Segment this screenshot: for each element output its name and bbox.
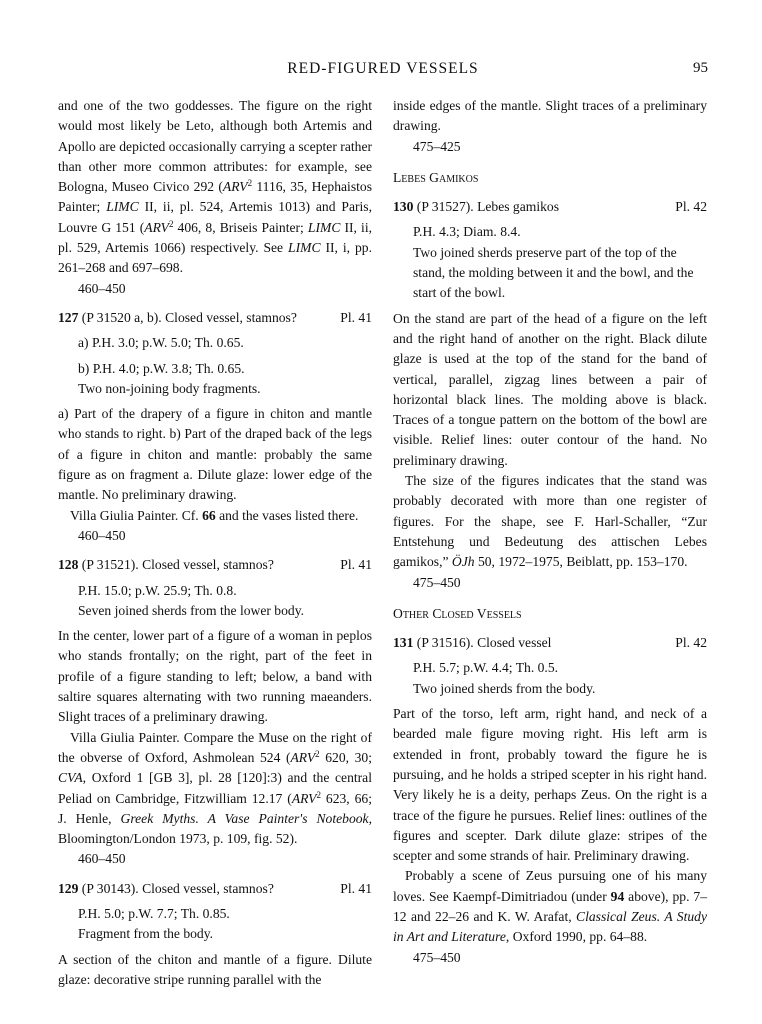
catalog-entry-130-heading: 130 (P 31527). Lebes gamikos Pl. 42 (393, 197, 707, 217)
measurements: P.H. 5.0; p.W. 7.7; Th. 0.85. (78, 905, 230, 921)
running-title: RED-FIGURED VESSELS (287, 60, 479, 77)
page-number: 95 (693, 60, 708, 76)
commentary: Probably a scene of Zeus pursuing one of his many loves. See Kaempf-Dimitriadou (under 94 above), pp. 7–12 and 22–26 and K. W. Arafat, Classical Zeus. A Study in Art and Literature, Oxford 1990, pp. 64–88. (393, 868, 707, 945)
catalog-entry-127-heading: 127 (P 31520 a, b). Closed vessel, stamnos? Pl. 41 (58, 308, 372, 328)
entry-number: 127 (58, 309, 79, 325)
date-range: 460–450 (78, 851, 126, 867)
plate-ref: Pl. 42 (675, 635, 707, 651)
continued-paragraph: and one of the two goddesses. The figure on the right would most likely be Leto, although both Artemis and Apollo are depicted occasionally carrying a scepter rather than other more common attributes: for example, see Bologna, Museo Civico 292 (ARV$^2$ 1116, 35, Hephaistos Painter; LIMC II, ii, pl. 524, Artemis 1013) and Paris, Louvre G 151 (ARV$^2$ 406, 8, Briseis Painter; LIMC II, ii, pl. 529, Artemis 1066) respectively. See LIMC II, i, pp. 261–268 and 697–698. (58, 98, 372, 276)
left-column (58, 96, 372, 990)
entry-number: 128 (58, 557, 79, 573)
attribution: Villa Giulia Painter. Compare the Muse on the right of the obverse of Oxford, Ashmolean 524 (ARV$^2$ 620, 30; CVA, Oxford 1 [GB 3], pl. 28 [120]:3) and the central Peliad on Cambridge, Fitzwilliam 12.17 (ARV$^2$ 623, 66; J. Henle, Greek Myths. A Vase Painter's Notebook, Bloomington/London 1973, p. 109, fig. 52). (58, 729, 372, 847)
date-range: 475–425 (413, 138, 461, 154)
running-head (58, 60, 708, 84)
condition: Two joined sherds preserve part of the top of the stand, the molding between it and the bowl, and the start of the bowl. (413, 244, 694, 301)
plate-ref: Pl. 41 (340, 557, 372, 573)
description: a) Part of the drapery of a figure in chiton and mantle who stands to right. b) Part of the draped back of the legs of a figure in chiton and mantle: probably the same figure as on fragment a. Dilute glaze: lower edge of the mantle. No preliminary drawing. (58, 406, 372, 503)
description: A section of the chiton and mantle of a figure. Dilute glaze: decorative stripe running parallel with the (58, 951, 372, 987)
plate-ref: Pl. 42 (675, 199, 707, 215)
catalog-entry-128-heading: 128 (P 31521). Closed vessel, stamnos? Pl. 41 (58, 555, 372, 575)
section-heading-lebes-gamikos: Lebes Gamikos (393, 169, 479, 185)
measurements: b) P.H. 4.0; p.W. 3.8; Th. 0.65. (78, 360, 245, 376)
date-range: 475–450 (413, 949, 461, 965)
attribution: Villa Giulia Painter. Cf. 66 and the vases listed there. (70, 507, 359, 523)
catalog-entry-129-heading: 129 (P 30143). Closed vessel, stamnos? Pl. 41 (58, 879, 372, 899)
description: On the stand are part of the head of a figure on the left and the right hand of another on the right. Black dilute glaze is used at the top of the stand for the band of vertical, parallel, zigzag lines between a pair of horizontal black lines. The molding above is black. Traces of a tongue pattern on the bottom of the bowl are visible. Relief lines: outer contour of the hand. No preliminary drawing. (393, 310, 707, 468)
measurements: a) P.H. 3.0; p.W. 5.0; Th. 0.65. (78, 335, 244, 351)
date-range: 475–450 (413, 574, 461, 590)
condition: Two joined sherds from the body. (413, 680, 596, 696)
catalog-entry-131-heading: 131 (P 31516). Closed vessel Pl. 42 (393, 633, 707, 653)
date-range: 460–450 (78, 527, 126, 543)
measurements: P.H. 15.0; p.W. 25.9; Th. 0.8. (78, 582, 237, 598)
continued-paragraph: inside edges of the mantle. Slight traces of a preliminary drawing. (393, 98, 707, 134)
entry-number: 129 (58, 880, 79, 896)
date-range: 460–450 (78, 280, 126, 296)
entry-number: 131 (393, 635, 414, 651)
description: Part of the torso, left arm, right hand, and neck of a bearded male figure moving right. His left arm is extended in front, probably toward the figure he is pursuing, and he holds a striped scepter in his right hand. Very likely he is a deity, perhaps Zeus. On the right is a trace of the figure he pursues. Relief lines: outlines of the figures and scepter. Dark dilute glaze: stripes of the scepter and some strands of hair. Preliminary drawing. (393, 706, 707, 864)
measurements: P.H. 5.7; p.W. 4.4; Th. 0.5. (413, 660, 559, 676)
commentary: The size of the figures indicates that the stand was probably decorated with more than one register of figures. For the shape, see F. Harl-Schaller, “Zur Entstehung und Bedeutung des attischen Lebes gamikos,” ÖJh 50, 1972–1975, Beiblatt, pp. 153–170. (393, 473, 707, 570)
right-column (393, 96, 707, 968)
plate-ref: Pl. 41 (340, 880, 372, 896)
section-heading-other-closed-vessels: Other Closed Vessels (393, 605, 522, 621)
condition: Two non-joining body fragments. (78, 380, 261, 396)
condition: Fragment from the body. (78, 926, 214, 942)
plate-ref: Pl. 41 (340, 309, 372, 325)
measurements: P.H. 4.3; Diam. 8.4. (413, 224, 521, 240)
entry-number: 130 (393, 199, 414, 215)
condition: Seven joined sherds from the lower body. (78, 602, 305, 618)
description: In the center, lower part of a figure of a woman in peplos who stands frontally; on the right, part of the feet in profile of a figure standing to left; below, a band with saltire squares alternating with two running maeanders. Slight traces of a preliminary drawing. (58, 628, 372, 725)
